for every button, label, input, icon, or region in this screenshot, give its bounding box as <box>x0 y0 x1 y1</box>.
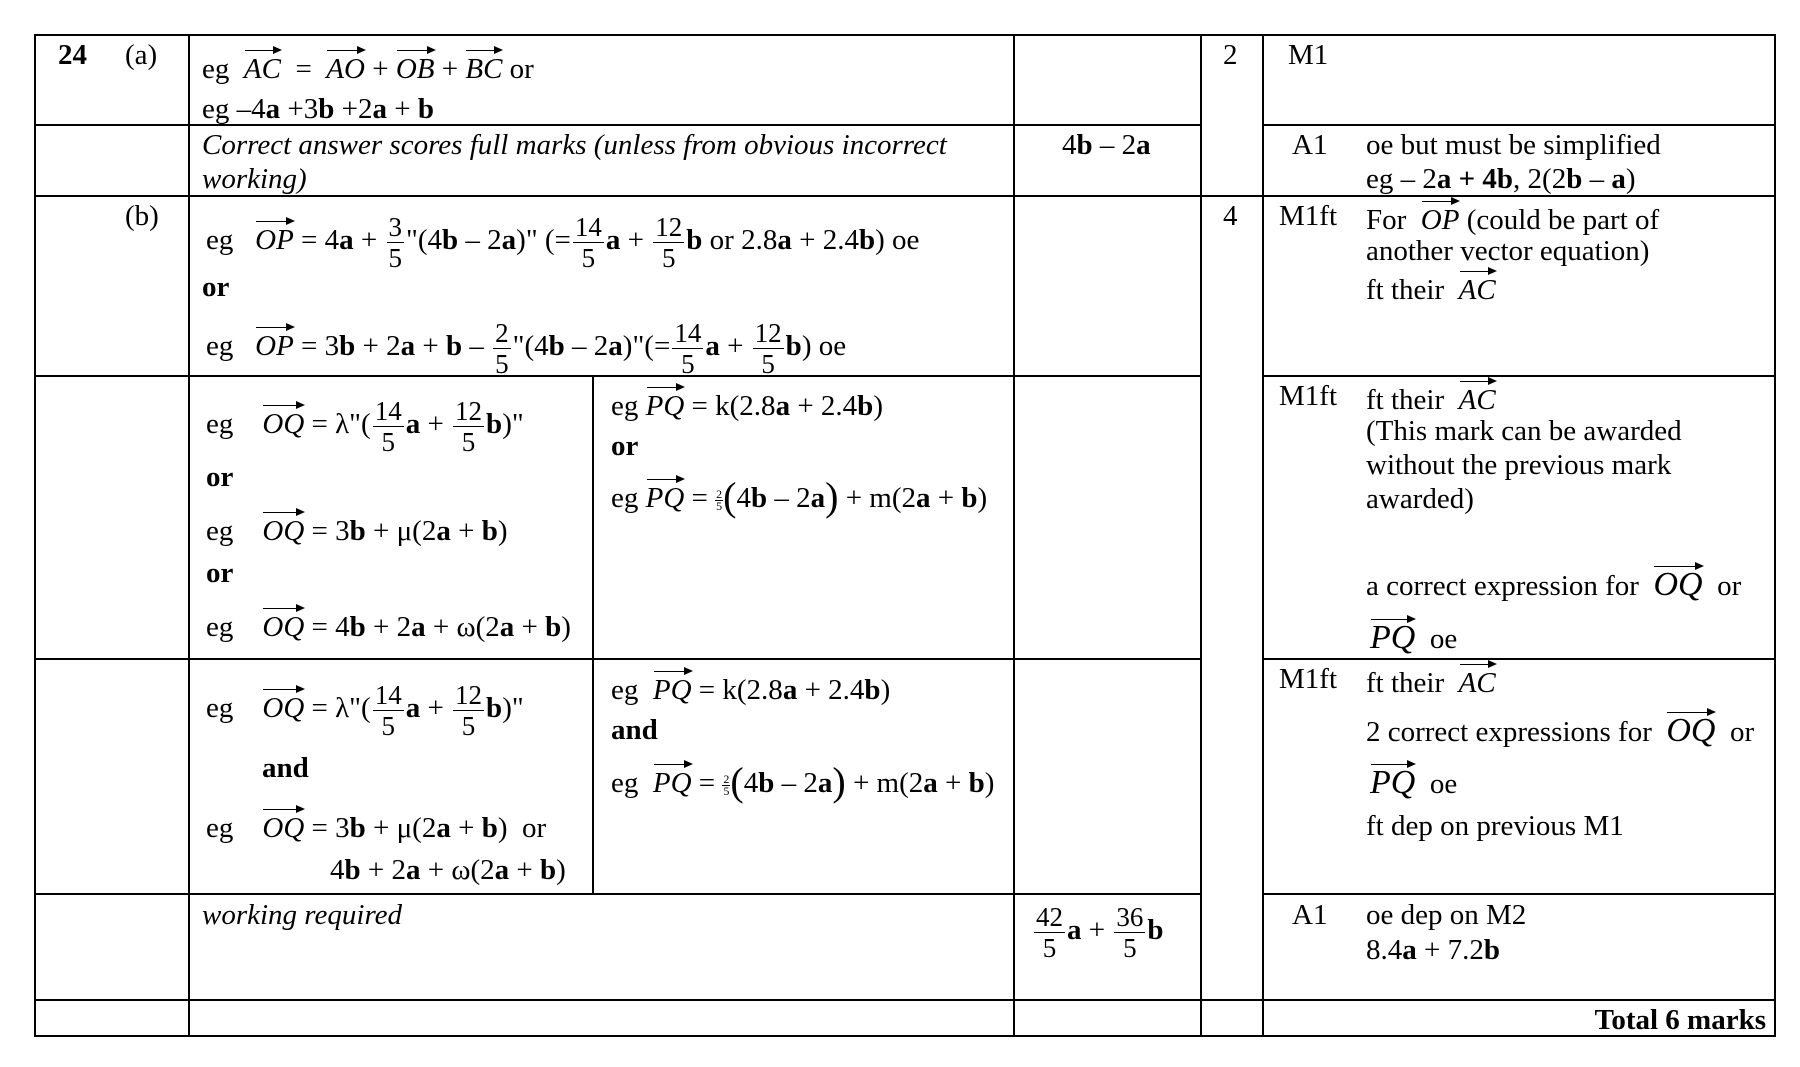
vector-pq: PQ <box>653 669 692 707</box>
a1-working-line1: eg AC = AO + OB + BC or <box>202 48 534 86</box>
b3-right-line1: eg PQ = k(2.8a + 2.4b) <box>611 669 890 707</box>
rule-right <box>1774 34 1776 1037</box>
rule-qcol <box>188 34 190 1037</box>
b1-mark-code: M1ft <box>1279 200 1337 232</box>
vector-oq: OQ <box>262 403 304 441</box>
vector-pq: PQ <box>646 477 685 515</box>
a-marks-total: 2 <box>1223 39 1238 71</box>
b3-left-line3: 4b + 2a + ω(2a + b) <box>330 854 566 886</box>
b1-guidance-line3: ft their AC <box>1366 269 1496 307</box>
vector-oq: OQ <box>1666 712 1716 749</box>
a2-answer: 4b – 2a <box>1062 129 1151 161</box>
fraction: $\frac{12}{5}$ <box>455 396 483 457</box>
rule-b2-b3-right <box>1264 658 1776 660</box>
b2-left-line2: eg OQ = 3b + μ(2a + b) <box>206 510 508 548</box>
fraction: $\frac{14}{5}$ <box>674 318 702 379</box>
b3-mark-code: M1ft <box>1279 663 1337 695</box>
b2-guidance-line1: ft their AC <box>1366 379 1496 417</box>
b-marks-total: 4 <box>1223 200 1238 232</box>
b3-guidance-line2: 2 correct expressions for OQ or <box>1366 712 1755 749</box>
vector-op: OP <box>1421 199 1460 237</box>
b2-left-line1: eg OQ = λ"( $\frac{14}{5}$ a + $\frac{12}{5}$ b)" <box>206 396 524 457</box>
rule-b3-b4 <box>34 893 1202 895</box>
rule-marks <box>1262 34 1264 1037</box>
fraction: $\frac{12}{5}$ <box>655 212 683 273</box>
vector-bc: BC <box>465 48 502 86</box>
a2-note-line1: Correct answer scores full marks (unless from obvious incorrect <box>202 129 947 161</box>
b2-guidance-line6: PQ oe <box>1370 619 1458 656</box>
vector-pq: PQ <box>646 385 685 423</box>
question-number: 24 <box>58 39 87 71</box>
fraction: $\frac{2}{5}$ <box>723 771 730 798</box>
b2-right-or: or <box>611 430 639 462</box>
vector-oq: OQ <box>262 807 304 845</box>
b1-working-line2: eg OP = 3b + 2a + b – $\frac{2}{5}$ "(4b – 2a)"(= $\frac{14}{5}$ a + $\frac{12}{5}$ b) oe <box>206 318 847 379</box>
fraction: $\frac{12}{5}$ <box>455 680 483 741</box>
vector-pq: PQ <box>1370 764 1416 801</box>
b4-answer: $\frac{42}{5}$ a + $\frac{36}{5}$ b <box>1036 902 1164 963</box>
b1-guidance-line2: another vector equation) <box>1366 235 1650 267</box>
b2-mark-code: M1ft <box>1279 380 1337 412</box>
rule-b4-total <box>34 999 1776 1001</box>
fraction: $\frac{36}{5}$ <box>1116 902 1144 963</box>
a2-mark-code: A1 <box>1292 129 1328 161</box>
b4-guidance-line2: 8.4a + 7.2b <box>1366 934 1500 966</box>
vector-oq: OQ <box>1653 566 1703 603</box>
vector-ac: AC <box>1459 662 1496 700</box>
total-marks: Total 6 marks <box>1594 1004 1766 1036</box>
a2-guidance-line1: oe but must be simplified <box>1366 129 1661 161</box>
b4-note: working required <box>202 899 403 931</box>
rule-a1-a2-right <box>1264 124 1776 126</box>
a2-guidance-line2: eg – 2a + 4b, 2(2b – a) <box>1366 163 1636 195</box>
rule-b3-b4-right <box>1264 893 1776 895</box>
a1-working-line2: eg –4a +3b +2a + b <box>202 93 434 125</box>
b3-left-line1: eg OQ = λ"( $\frac{14}{5}$ a + $\frac{12}{5}$ b)" <box>206 680 524 741</box>
b3-left-line2: eg OQ = 3b + μ(2a + b) or <box>206 807 546 845</box>
vector-pq: PQ <box>1370 619 1416 656</box>
vector-ac: AC <box>1459 269 1496 307</box>
rule-top <box>34 34 1776 36</box>
fraction: $\frac{14}{5}$ <box>574 212 602 273</box>
rule-split <box>592 375 594 895</box>
fraction: $\frac{12}{5}$ <box>754 318 782 379</box>
rule-answer <box>1200 34 1202 1037</box>
rule-b2-b3 <box>34 658 1202 660</box>
b2-right-line1: eg PQ = k(2.8a + 2.4b) <box>611 385 883 423</box>
fraction: $\frac{42}{5}$ <box>1036 902 1063 963</box>
fraction: $\frac{14}{5}$ <box>374 680 402 741</box>
b1-guidance-line1: For OP (could be part of <box>1366 199 1659 237</box>
b4-guidance-line1: oe dep on M2 <box>1366 899 1527 931</box>
b2-guidance-line3: without the previous mark <box>1366 449 1672 481</box>
b2-left-line3: eg OQ = 4b + 2a + ω(2a + b) <box>206 606 571 644</box>
b3-guidance-line4: ft dep on previous M1 <box>1366 810 1624 842</box>
vector-ao: AO <box>326 48 365 86</box>
b3-right-and: and <box>611 714 658 746</box>
fraction: $\frac{3}{5}$ <box>388 212 403 273</box>
b2-guidance-line2: (This mark can be awarded <box>1366 415 1682 447</box>
rule-left <box>34 34 36 1037</box>
vector-op: OP <box>255 325 294 363</box>
fraction: $\frac{14}{5}$ <box>374 396 402 457</box>
b2-guidance-line4: awarded) <box>1366 483 1474 515</box>
a1-mark-code: M1 <box>1288 39 1329 71</box>
b3-guidance-line1: ft their AC <box>1366 662 1496 700</box>
fraction: $\frac{2}{5}$ <box>495 318 509 379</box>
b2-guidance-line5: a correct expression for OQ or <box>1366 566 1742 603</box>
vector-ob: OB <box>396 48 435 86</box>
rule-bottom <box>34 1035 1776 1037</box>
b3-left-and: and <box>262 752 309 784</box>
b1-working-line1: eg OP = 4a + $\frac{3}{5}$ "(4b – 2a)" (= $\frac{14}{5}$ a + $\frac{12}{5}$ b or 2.8a + 2.4b) oe <box>206 212 920 273</box>
vector-op: OP <box>255 219 294 257</box>
part-a-label: (a) <box>125 39 158 71</box>
b2-left-or2: or <box>206 557 234 589</box>
vector-ac: AC <box>244 48 281 86</box>
vector-oq: OQ <box>262 510 304 548</box>
vector-ac: AC <box>1459 379 1496 417</box>
b4-mark-code: A1 <box>1292 899 1328 931</box>
b2-left-or1: or <box>206 461 234 493</box>
b3-right-line2: eg PQ = $\frac{2}{5}$ (4b – 2a) + m(2a + b) <box>611 759 995 804</box>
vector-pq: PQ <box>653 762 692 800</box>
rule-b1-b2-right <box>1264 375 1776 377</box>
rule-working <box>1013 34 1015 1037</box>
fraction: $\frac{2}{5}$ <box>716 486 723 513</box>
b1-or: or <box>202 271 230 303</box>
part-b-label: (b) <box>125 200 159 232</box>
a2-note-line2: working) <box>202 163 307 195</box>
b2-right-line2: eg PQ = $\frac{2}{5}$ (4b – 2a) + m(2a + b) <box>611 474 988 519</box>
vector-oq: OQ <box>262 606 304 644</box>
b3-guidance-line3: PQ oe <box>1370 764 1458 801</box>
vector-oq: OQ <box>262 687 304 725</box>
